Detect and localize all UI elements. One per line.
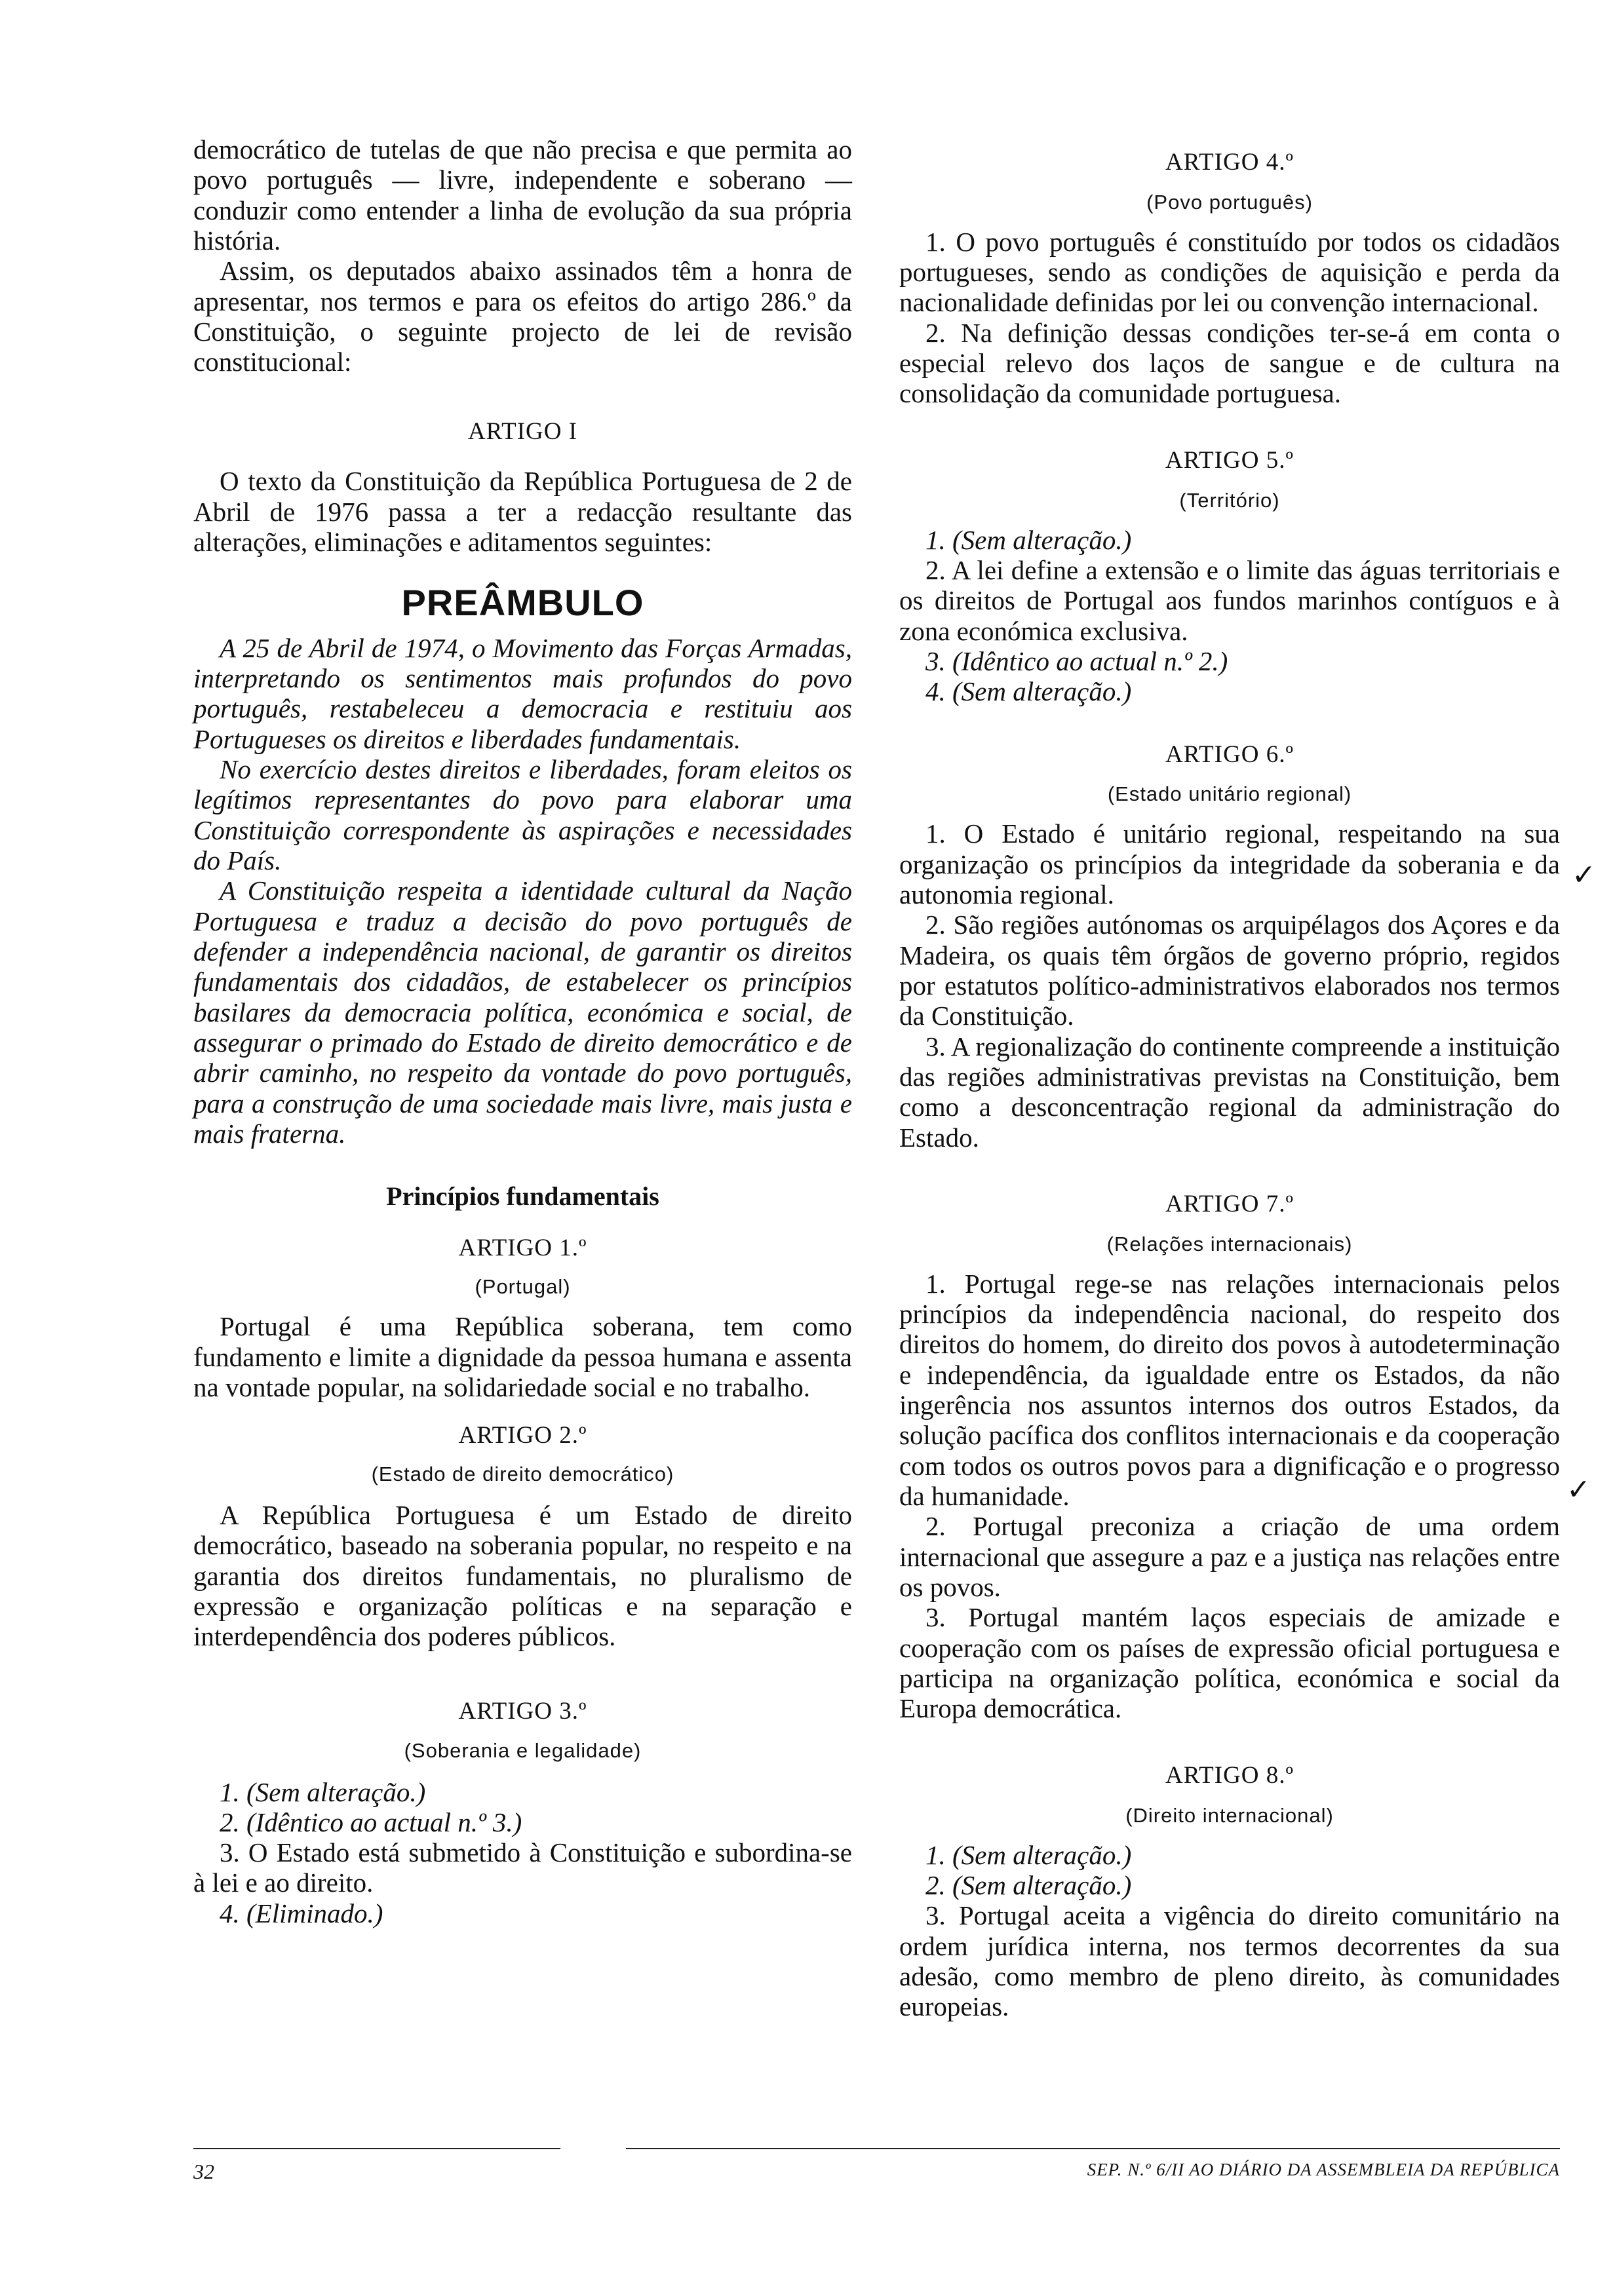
- art1-text: Portugal é uma República soberana, tem como fundamento e limite a dignidade da pessoa humana e assenta na vontade popular, na solidariedade social e no trabalho.: [193, 1311, 852, 1402]
- art7-subtitle: (Relações internacionais): [1106, 1232, 1353, 1255]
- art1-subtitle: (Portugal): [475, 1275, 571, 1299]
- art6-item-3: 3. A regionalização do continente compreende a instituição das regiões administrativas previstas na Constituição, bem como a desconcentração regional da administração do Estado.: [899, 1031, 1560, 1153]
- publication-name: SEP. N.º 6/II AO DIÁRIO DA ASSEMBLEIA DA REPÚBLICA: [1087, 2160, 1560, 2179]
- art3-item-4: 4. (Eliminado.): [220, 1898, 383, 1928]
- art7-item-1: 1. Portugal rege-se nas relações internacionais pelos princípios da independência nacional, do respeito dos direitos do homem, do direito dos povos à autodeterminação e independência, da igualdade entre os Estados, da não ingerência nos assuntos internos dos outros Estados, da solução pacífica dos conflitos internacionais e da cooperação com todos os outros povos para a dignificação e o progresso da humanidade.: [899, 1268, 1560, 1512]
- art3-item-1: 1. (Sem alteração.): [220, 1776, 426, 1807]
- art6-heading: ARTIGO 6.º: [1165, 740, 1294, 768]
- art7-item-3: 3. Portugal mantém laços especiais de amizade e cooperação com os países de expressão oficial portuguesa e participa na organização política, económica e social da Europa democrática.: [899, 1602, 1560, 1724]
- art5-subtitle: (Território): [1179, 488, 1280, 512]
- art5-item-3: 3. (Idêntico ao actual n.º 2.): [925, 645, 1228, 676]
- art5-item-2: 2. A lei define a extensão e o limite das águas territoriais e os direitos de Portugal aos fundos marinhos contíguos e à zona económica exclusiva.: [899, 554, 1560, 646]
- art4-item-1: 1. O povo português é constituído por todos os cidadãos portugueses, sendo as condições de aquisição e perda da nacionalidade definidas por lei ou convenção internacional.: [899, 226, 1560, 318]
- preamble-paragraph-2: No exercício destes direitos e liberdades, foram eleitos os legítimos representantes do povo para elaborar uma Constituição correspondente às aspirações e necessidades do País.: [193, 754, 852, 875]
- intro-continuation: democrático de tutelas de que não precisa e que permita ao povo português — livre, independente e soberano — conduzir como entender a linha de evolução da sua própria história.: [193, 134, 852, 256]
- preamble-paragraph-3: A Constituição respeita a identidade cultural da Nação Portuguesa e traduz a decisão do povo português de defender a independência nacional, de garantir os direitos fundamentais dos cidadãos, de estabelecer os princípios basilares da democracia política, económica e social, de assegurar o primado do Estado de direito democrático e de abrir caminho, no respeito da vontade do povo português, para a construção de uma sociedade mais livre, mais justa e mais fraterna.: [193, 875, 852, 1149]
- art2-subtitle: (Estado de direito democrático): [371, 1463, 674, 1486]
- margin-check-mark: ✓: [1566, 1474, 1591, 1506]
- art7-heading: ARTIGO 7.º: [1165, 1190, 1294, 1217]
- art7-item-2: 2. Portugal preconiza a criação de uma ordem internacional que assegure a paz e a justiça nas relações entre os povos.: [899, 1511, 1560, 1603]
- preamble-title: PREÂMBULO: [401, 582, 644, 624]
- margin-check-mark: ✓: [1572, 859, 1596, 891]
- art8-subtitle: (Direito internacional): [1125, 1803, 1334, 1827]
- preamble-paragraph-1: A 25 de Abril de 1974, o Movimento das Forças Armadas, interpretando os sentimentos mais profundos do povo português, restabeleceu a democracia e restituiu aos Portugueses os direitos e liberdades fundamentais.: [193, 632, 852, 754]
- artigo-i-text: O texto da Constituição da República Portuguesa de 2 de Abril de 1976 passa a ter a redacção resultante das alterações, eliminações e aditamentos seguintes:: [193, 466, 852, 558]
- art8-item-2: 2. (Sem alteração.): [925, 1869, 1132, 1900]
- art4-subtitle: (Povo português): [1146, 190, 1313, 214]
- right-column: [899, 134, 1560, 2022]
- art2-heading: ARTIGO 2.º: [458, 1422, 587, 1449]
- art8-item-3: 3. Portugal aceita a vigência do direito comunitário na ordem jurídica interna, nos termos decorrentes da sua adesão, como membro de pleno direito, às comunidades europeias.: [899, 1900, 1560, 2022]
- art2-text: A República Portuguesa é um Estado de direito democrático, baseado na soberania popular, no respeito e na garantia dos direitos fundamentais, no pluralismo de expressão e organização políticas e na separação e interdependência dos poderes públicos.: [193, 1500, 852, 1652]
- art3-subtitle: (Soberania e legalidade): [404, 1739, 642, 1763]
- art1-heading: ARTIGO 1.º: [458, 1234, 587, 1262]
- section-title: Princípios fundamentais: [386, 1181, 659, 1212]
- art3-heading: ARTIGO 3.º: [458, 1697, 587, 1725]
- art6-item-2: 2. São regiões autónomas os arquipélagos dos Açores e da Madeira, os quais têm órgãos de governo próprio, regidos por estatutos político-administrativos elaborados nos termos da Constituição.: [899, 909, 1560, 1031]
- art5-item-1: 1. (Sem alteração.): [925, 524, 1132, 555]
- art5-item-4: 4. (Sem alteração.): [925, 676, 1132, 707]
- art5-heading: ARTIGO 5.º: [1165, 446, 1294, 474]
- art8-heading: ARTIGO 8.º: [1165, 1761, 1294, 1789]
- art3-item-2: 2. (Idêntico ao actual n.º 3.): [220, 1807, 522, 1837]
- left-column: [193, 134, 852, 1928]
- art6-subtitle: (Estado unitário regional): [1107, 782, 1352, 806]
- art4-item-2: 2. Na definição dessas condições ter-se-á em conta o especial relevo dos laços de sangue e de cultura na consolidação da comunidade portuguesa.: [899, 317, 1560, 409]
- art6-item-1: 1. O Estado é unitário regional, respeitando na sua organização os princípios da integridade da soberania e da autonomia regional.: [899, 818, 1560, 910]
- art4-heading: ARTIGO 4.º: [1165, 149, 1294, 176]
- artigo-i-heading: ARTIGO I: [467, 417, 578, 445]
- intro-deputies: Assim, os deputados abaixo assinados têm a honra de apresentar, nos termos e para os efeitos do artigo 286.º da Constituição, o seguinte projecto de lei de revisão constitucional:: [193, 256, 852, 377]
- footer-rule-right: [626, 2148, 1560, 2149]
- footer-rule-left: [193, 2148, 560, 2149]
- art8-item-1: 1. (Sem alteração.): [925, 1839, 1132, 1870]
- page-number: 32: [193, 2160, 214, 2183]
- art3-item-3: 3. O Estado está submetido à Constituição e subordina-se à lei e ao direito.: [193, 1837, 852, 1898]
